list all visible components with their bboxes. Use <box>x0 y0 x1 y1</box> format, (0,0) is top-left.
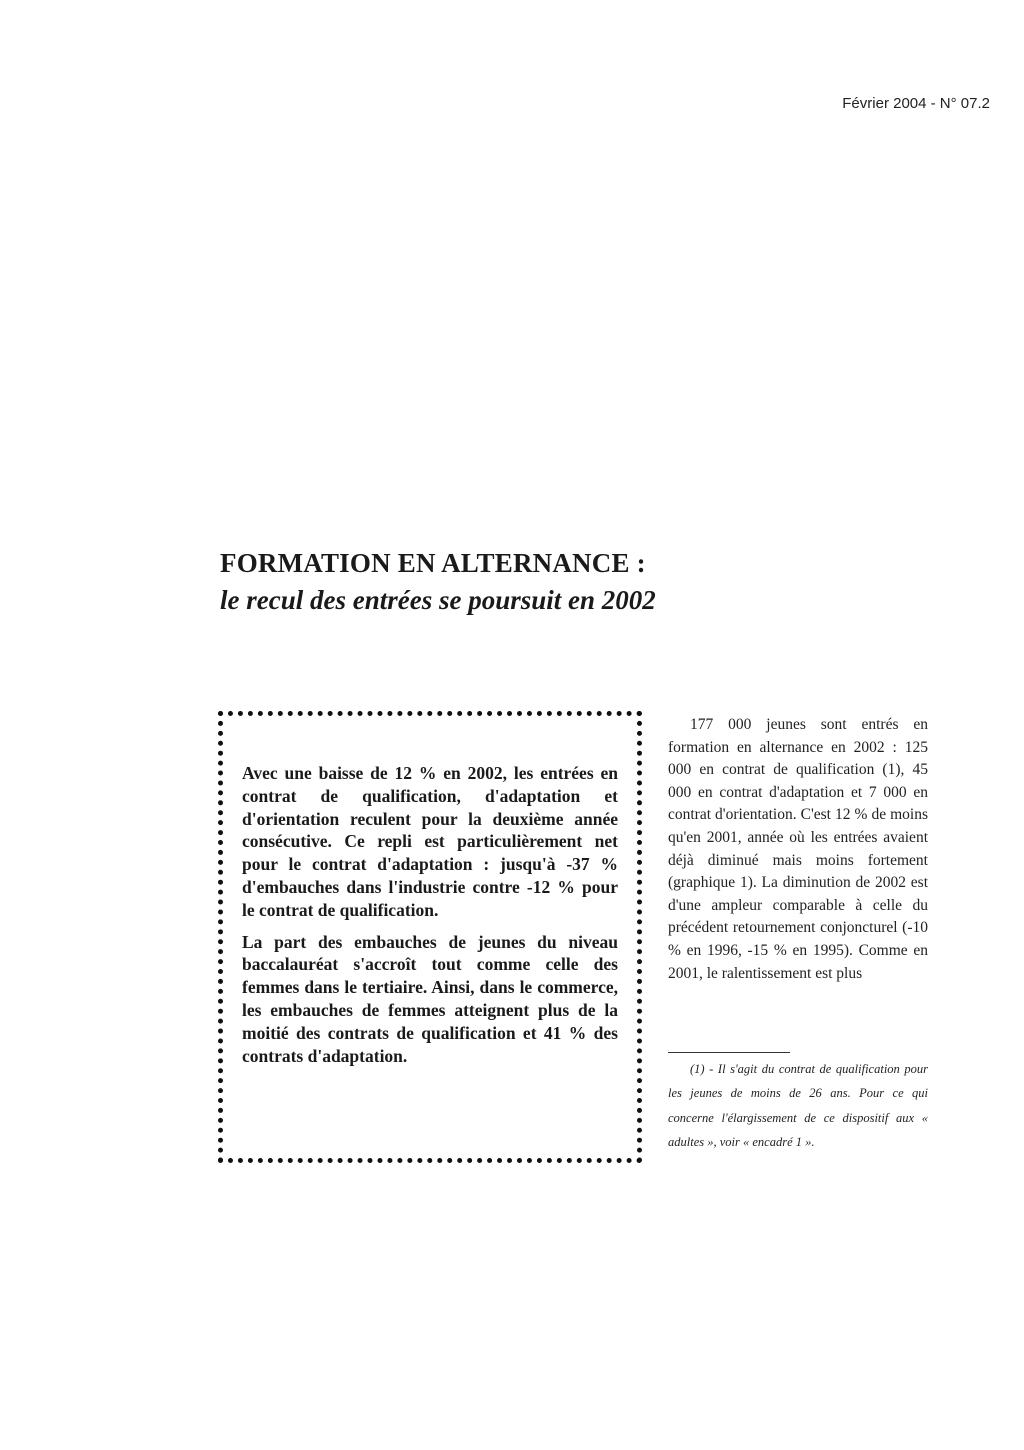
footnote-divider <box>668 1052 790 1053</box>
summary-paragraph-2: La part des embauches de jeunes du niveau baccalauréat s'accroît tout comme celle des femmes dans le tertiaire. Ainsi, dans le commerce, les embauches de femmes atteignent plus de la moitié des contrats de qualification et 41 % des contrats d'adaptation. <box>242 931 618 1066</box>
body-column <box>668 714 928 985</box>
footnote <box>668 1057 928 1154</box>
issue-number: Février 2004 - N° 07.2 <box>842 95 990 112</box>
page-subtitle: le recul des entrées se poursuit en 2002 <box>220 585 656 615</box>
summary-text <box>242 762 618 1076</box>
body-paragraph: 177 000 jeunes sont entrés en formation en alternance en 2002 : 125 000 en contrat de qualification (1), 45 000 en contrat d'adaptation et 7 000 en contrat d'orientation. C'est 12 % de moins qu'en 2001, année où les entrées avaient déjà diminué mais moins fortement (graphique 1). La diminution de 2002 est d'une ampleur comparable à celle du précédent retournement conjoncturel (-10 % en 1996, -15 % en 1995). Comme en 2001, le ralentissement est plus <box>668 716 928 982</box>
summary-paragraph-1: Avec une baisse de 12 % en 2002, les entrées en contrat de qualification, d'adaptation et d'orientation reculent pour la deuxième année consécutive. Ce repli est particulièrement net pour le contrat d'adaptation : jusqu'à -37 % d'embauches dans l'industrie contre -12 % pour le contrat de qualification. <box>242 763 618 920</box>
footnote-text: (1) - Il s'agit du contrat de qualification pour les jeunes de moins de 26 ans. Pour ce qui concerne l'élargissement de ce dispositif aux « adultes », voir « encadré 1 ». <box>668 1062 928 1149</box>
page-title: FORMATION EN ALTERNANCE : <box>220 548 646 578</box>
summary-box <box>218 711 642 1163</box>
